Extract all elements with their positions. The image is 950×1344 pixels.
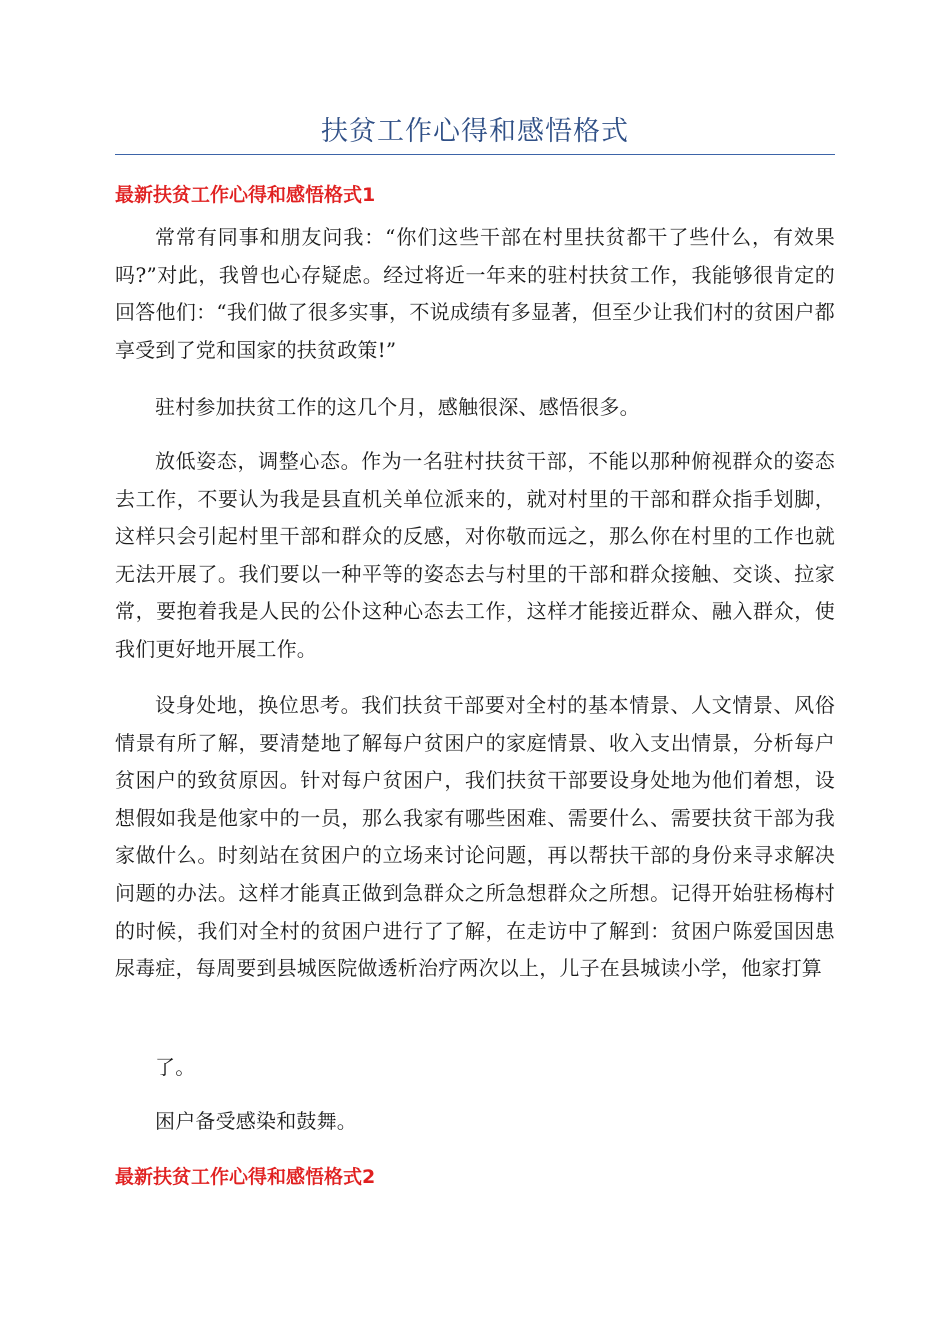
paragraph-3: 放低姿态，调整心态。作为一名驻村扶贫干部，不能以那种俯视群众的姿态去工作，不要认为我是县直机关单位派来的，就对村里的干部和群众指手划脚，这样只会引起村里干部和群众的反感，对你敬而远之，那么你在村里的工作也就无法开展了。我们要以一种平等的姿态去与村里的干部和群众接触、交谈、拉家常，要抱着我是人民的公仆这种心态去工作，这样才能接近群众、融入群众，使我们更好地开展工作。	[115, 449, 835, 661]
paragraph-4: 设身处地，换位思考。我们扶贫干部要对全村的基本情景、人文情景、风俗情景有所了解，要清楚地了解每户贫困户的家庭情景、收入支出情景，分析每户贫困户的致贫原因。针对每户贫困户，我们扶贫干部要设身处地为他们着想，设想假如我是他家中的一员，那么我家有哪些困难、需要什么、需要扶贫干部为我家做什么。时刻站在贫困户的立场来讨论问题，再以帮扶干部的身份来寻求解决问题的办法。这样才能真正做到急群众之所急想群众之所想。记得开始驻杨梅村的时候，我们对全村的贫困户进行了了解，在走访中了解到：贫困户陈爱国因患尿毒症，每周要到县城医院做透析治疗两次以上，儿子在县城读小学，他家打算	[115, 693, 835, 981]
paragraph-5: 了。	[155, 1055, 196, 1079]
section-heading-2: 最新扶贫工作心得和感悟格式2	[115, 1166, 376, 1188]
paragraph-6: 困户备受感染和鼓舞。	[155, 1109, 357, 1133]
section-heading-1: 最新扶贫工作心得和感悟格式1	[115, 184, 376, 206]
paragraph-1: 常常有同事和朋友问我：“你们这些干部在村里扶贫都干了些什么，有效果吗?”对此，我曾也心存疑虑。经过将近一年来的驻村扶贫工作，我能够很肯定的回答他们：“我们做了很多实事，不说成绩有多显著，但至少让我们村的贫困户都享受到了党和国家的扶贫政策!”	[115, 225, 835, 362]
title-underline	[115, 154, 835, 155]
document-title: 扶贫工作心得和感悟格式	[321, 116, 629, 147]
paragraph-2: 驻村参加扶贫工作的这几个月，感触很深、感悟很多。	[155, 395, 640, 419]
